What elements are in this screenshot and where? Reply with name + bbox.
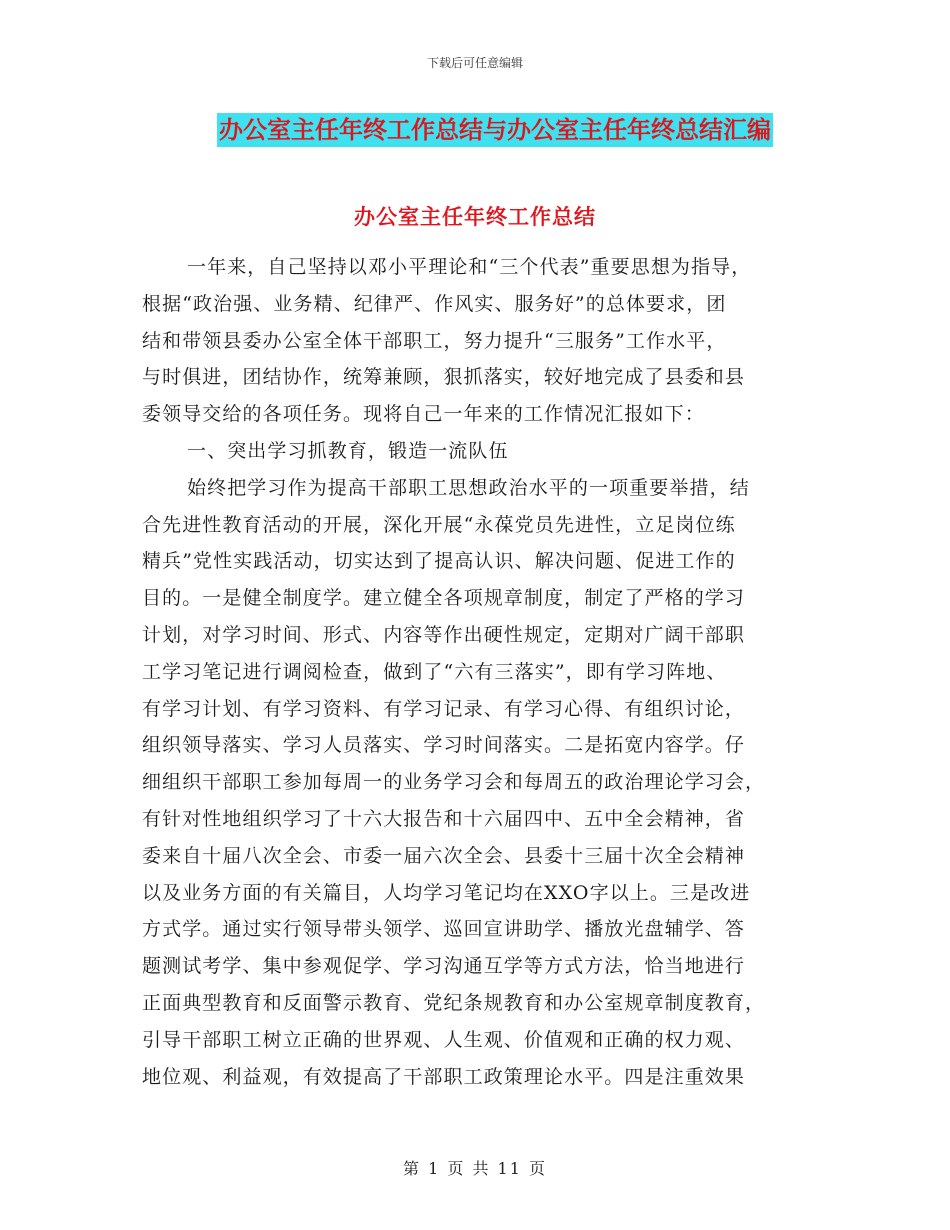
page-header-note: 下载后可任意编辑 bbox=[426, 56, 523, 70]
paragraph-line: 以及业务方面的有关篇目，人均学习笔记均在XXO字以上。三是改进 bbox=[142, 881, 751, 904]
paragraph-line: 地位观、利益观，有效提高了干部职工政策理论水平。四是注重效果 bbox=[142, 1065, 746, 1088]
subheading: 一、突出学习抓教育，锻造一流队伍 bbox=[187, 439, 509, 462]
paragraph-line: 与时俱进，团结协作，统筹兼顾，狠抓落实，较好地完成了县委和县 bbox=[142, 366, 746, 389]
paragraph-line: 有学习计划、有学习资料、有学习记录、有学习心得、有组织讨论， bbox=[142, 697, 746, 720]
paragraph-line: 引导干部职工树立正确的世界观、人生观、价值观和正确的权力观、 bbox=[142, 1028, 746, 1051]
paragraph-line: 方式学。通过实行领导带头领学、巡回宣讲助学、播放光盘辅学、答 bbox=[142, 918, 746, 941]
paragraph-line: 合先进性教育活动的开展，深化开展“永葆党员先进性，立足岗位练 bbox=[142, 513, 736, 536]
paragraph-line: 题测试考学、集中参观促学、学习沟通互学等方式方法，恰当地进行 bbox=[142, 955, 746, 978]
paragraph-line: 组织领导落实、学习人员落实、学习时间落实。二是拓宽内容学。仔 bbox=[142, 734, 746, 757]
paragraph-line: 委来自十届八次全会、市委一届六次全会、县委十三届十次全会精神 bbox=[142, 844, 746, 867]
paragraph-line: 正面典型教育和反面警示教育、党纪条规教育和办公室规章制度教育， bbox=[142, 991, 766, 1014]
main-title: 办公室主任年终工作总结与办公室主任年终总结汇编 bbox=[217, 113, 773, 147]
paragraph-line: 一年来，自己坚持以邓小平理论和“三个代表”重要思想为指导， bbox=[187, 256, 752, 278]
paragraph-line: 始终把学习作为提高干部职工思想政治水平的一项重要举措，结 bbox=[187, 476, 750, 499]
paragraph-line: 计划，对学习时间、形式、内容等作出硬性规定，定期对广阔干部职 bbox=[142, 623, 746, 646]
document-body bbox=[142, 249, 810, 1095]
paragraph-line: 委领导交给的各项任务。现将自己一年来的工作情况汇报如下： bbox=[142, 403, 705, 426]
paragraph-line: 目的。一是健全制度学。建立健全各项规章制度，制定了严格的学习 bbox=[142, 587, 746, 610]
paragraph-line: 细组织干部职工参加每周一的业务学习会和每周五的政治理论学习会， bbox=[142, 771, 766, 794]
main-title-container bbox=[0, 113, 950, 147]
paragraph-line: 根据“政治强、业务精、纪律严、作风实、服务好”的总体要求，团 bbox=[142, 292, 727, 315]
page-number-footer: 第 1 页 共 11 页 bbox=[403, 1159, 547, 1178]
paragraph-line: 精兵”党性实践活动，切实达到了提高认识、解决问题、促进工作的 bbox=[142, 550, 736, 573]
section-title: 办公室主任年终工作总结 bbox=[354, 205, 596, 229]
paragraph-line: 工学习笔记进行调阅检查，做到了“六有三落实”，即有学习阵地、 bbox=[142, 660, 727, 683]
paragraph-line: 结和带领县委办公室全体干部职工，努力提升“三服务”工作水平， bbox=[142, 329, 727, 352]
paragraph-line: 有针对性地组织学习了十六大报告和十六届四中、五中全会精神，省 bbox=[142, 807, 746, 830]
